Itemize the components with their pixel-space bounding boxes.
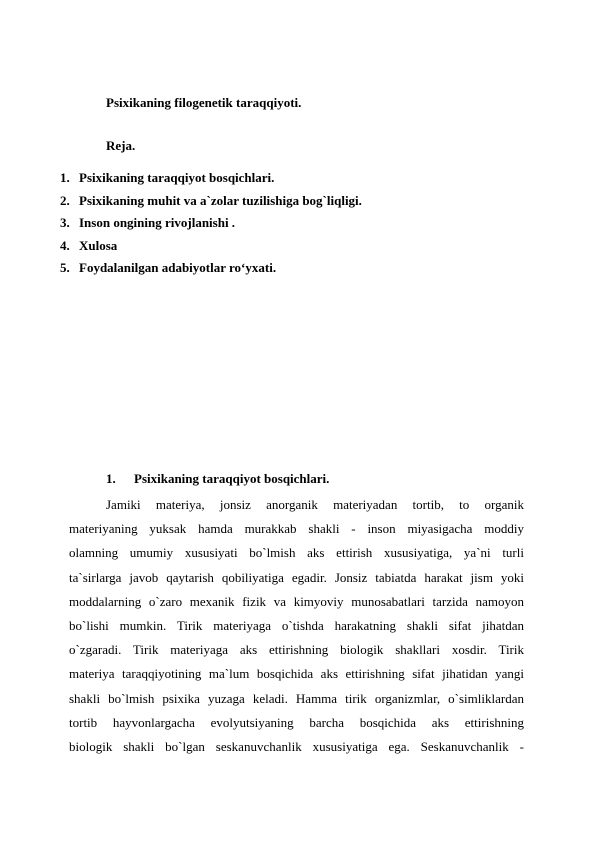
plan-item <box>60 167 362 190</box>
plan-item-number: 2. <box>60 192 70 208</box>
plan-item <box>60 190 362 213</box>
section-body-paragraph <box>69 493 524 759</box>
plan-item-text: Psixikaning muhit va a`zolar tuzilishiga bog`liqligi. <box>79 192 362 208</box>
plan-heading: Reja. <box>106 138 136 153</box>
paragraph-line: moddalarning o`zaro mexanik fizik va kimyoviy munosabatlari tarzida namoyon <box>69 593 524 609</box>
paragraph-line: olamning umumiy xususiyati bo`lmish aks ettirish xususiyatiga, ya`ni turli <box>69 545 524 561</box>
document-title: Psixikaning filogenetik taraqqiyoti. <box>106 95 302 110</box>
paragraph-line: materiyaning yuksak hamda murakkab shakli - inson miyasigacha moddiy <box>69 521 524 537</box>
plan-item-number: 5. <box>60 260 70 276</box>
paragraph-line: Jamiki materiya, jonsiz anorganik materiyadan tortib, to organik <box>106 497 524 512</box>
plan-list <box>60 167 362 280</box>
plan-item-text: Foydalanilgan adabiyotlar ro‘yxati. <box>79 260 277 276</box>
plan-item-number: 1. <box>60 170 70 185</box>
plan-item <box>60 212 362 235</box>
plan-item <box>60 235 362 258</box>
plan-item-number: 3. <box>60 215 70 231</box>
plan-item <box>60 257 362 280</box>
section-number: 1. <box>106 471 116 486</box>
paragraph-line: biologik shakli bo`lgan seskanuvchanlik xususiyatiga ega. Seskanuvchanlik - <box>69 739 524 755</box>
section-heading <box>106 471 329 487</box>
paragraph-line: o`zgaradi. Tirik materiyaga aks ettirishning biologik shakllari xosdir. Tirik <box>69 642 524 658</box>
paragraph-line: shakli bo`lmish psixika yuzaga keladi. Hamma tirik organizmlar, o`simliklardan <box>69 690 524 706</box>
plan-item-text: Inson ongining rivojlanishi . <box>79 215 236 231</box>
paragraph-line: materiya taraqqiyotining ma`lum bosqichida aks ettirishning sifat jihatidan yangi <box>69 666 524 682</box>
plan-item-text: Psixikaning taraqqiyot bosqichlari. <box>79 170 275 185</box>
paragraph-line: tortib hayvonlargacha evolyutsiyaning barcha bosqichida aks ettirishning <box>69 714 524 730</box>
plan-item-number: 4. <box>60 237 70 253</box>
paragraph-line: ta`sirlarga javob qaytarish qobiliyatiga egadir. Jonsiz tabiatda harakat jism yoki <box>69 569 524 585</box>
paragraph-line: bo`lishi mumkin. Tirik materiyaga o`tishda harakatning shakli sifat jihatdan <box>69 618 524 634</box>
plan-item-text: Xulosa <box>79 237 118 253</box>
section-heading-text: Psixikaning taraqqiyot bosqichlari. <box>134 471 330 486</box>
